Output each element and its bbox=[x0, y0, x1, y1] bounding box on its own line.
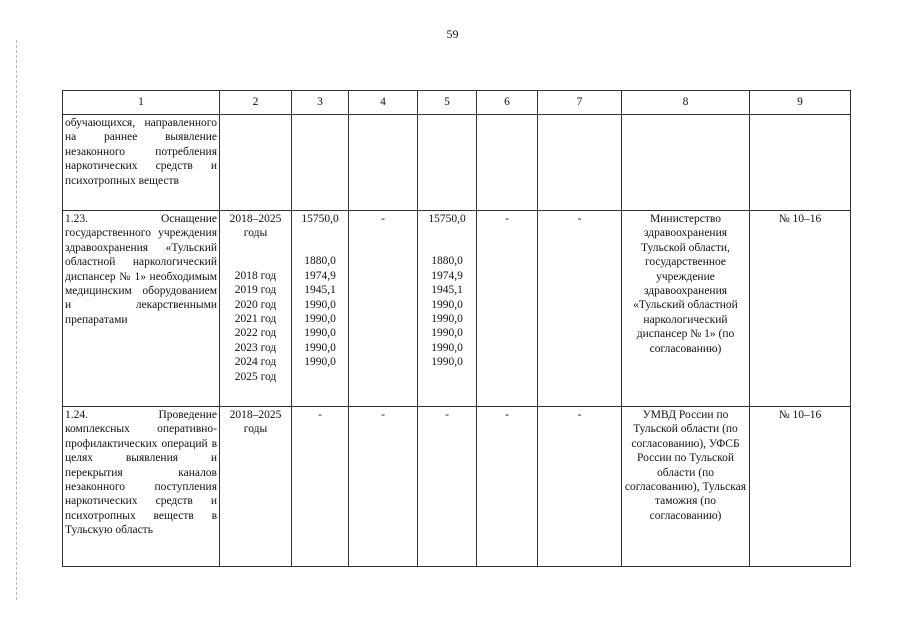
continued-description: обучающихся, направленного на раннее выявление незаконного потребления наркотических средств и психотропных веществ bbox=[63, 115, 220, 211]
measure-1-23-executor: Министерство здравоохранения Тульской области, государственное учреждение здравоохранения «Тульский областной наркологический диспансер № 1» (по согласованию) bbox=[622, 211, 750, 407]
measure-1-24-col3: - bbox=[292, 407, 349, 567]
year-value-col5: 1990,0 bbox=[431, 327, 463, 340]
year-label: 2024 год bbox=[234, 356, 277, 369]
year-value-col5: 1990,0 bbox=[431, 341, 463, 354]
col-header-2: 2 bbox=[220, 91, 292, 115]
measure-1-24-col7: - bbox=[538, 407, 622, 567]
measure-1-24-executor: УМВД России по Тульской области (по согласованию), УФСБ России по Тульской области (по согласованию), Тульская таможня (по согласованию) bbox=[622, 407, 750, 567]
year-value-col5: 1880,0 bbox=[431, 255, 463, 268]
table-row-1-23 bbox=[63, 211, 851, 407]
year-label: 2018 год bbox=[234, 269, 277, 282]
measure-1-23-col5 bbox=[418, 211, 477, 407]
year-value-col5: 1945,1 bbox=[431, 284, 463, 297]
year-value-col3: 1945,1 bbox=[304, 284, 336, 297]
measure-1-23-col6: - bbox=[477, 211, 538, 407]
column-number-row bbox=[63, 91, 851, 115]
year-value-col5: 1990,0 bbox=[431, 313, 463, 326]
year-value-col3: 1990,0 bbox=[304, 341, 336, 354]
total-col5: 15750,0 bbox=[428, 213, 466, 225]
period-range: 2018–2025 bbox=[229, 213, 282, 225]
measure-1-23-col3 bbox=[292, 211, 349, 407]
year-label: 2023 год bbox=[234, 341, 277, 354]
col-header-3: 3 bbox=[292, 91, 349, 115]
program-table bbox=[62, 90, 851, 567]
measure-1-23-col4: - bbox=[349, 211, 418, 407]
page-number: 59 bbox=[446, 27, 459, 41]
measure-1-24-indicators: № 10–16 bbox=[750, 407, 851, 567]
year-value-col5: 1990,0 bbox=[431, 356, 463, 369]
total-col3: 15750,0 bbox=[301, 213, 339, 225]
col-header-6: 6 bbox=[477, 91, 538, 115]
col-header-4: 4 bbox=[349, 91, 418, 115]
binding-margin-marks bbox=[16, 40, 18, 600]
year-value-col3: 1990,0 bbox=[304, 298, 336, 311]
measure-1-23-description: 1.23. Оснащение государственного учреждения здравоохранения «Тульский областной наркологический диспансер № 1» необходимым медицинским оборудованием и лекарственными препаратами bbox=[63, 211, 220, 407]
year-label: 2025 год bbox=[234, 370, 277, 383]
col-header-7: 7 bbox=[538, 91, 622, 115]
measure-1-24-col5: - bbox=[418, 407, 477, 567]
col-header-1: 1 bbox=[63, 91, 220, 115]
period-unit: годы bbox=[243, 423, 268, 436]
measure-1-24-description: 1.24. Проведение комплексных оперативно-профилактических операций в целях выявления и перекрытия каналов незаконного поступления наркотических средств и психотропных веществ в Тульскую область bbox=[63, 407, 220, 567]
year-label: 2021 год bbox=[234, 313, 277, 326]
year-value-col3: 1990,0 bbox=[304, 327, 336, 340]
year-label: 2020 год bbox=[234, 298, 277, 311]
year-value-col3: 1880,0 bbox=[304, 255, 336, 268]
measure-1-23-period bbox=[220, 211, 292, 407]
measure-1-24-period bbox=[220, 407, 292, 567]
col-header-5: 5 bbox=[418, 91, 477, 115]
measure-1-24-col4: - bbox=[349, 407, 418, 567]
period-unit: годы bbox=[243, 227, 268, 240]
year-value-col3: 1990,0 bbox=[304, 313, 336, 326]
col-header-9: 9 bbox=[750, 91, 851, 115]
year-label: 2022 год bbox=[234, 327, 277, 340]
table-row-1-24 bbox=[63, 407, 851, 567]
col-header-8: 8 bbox=[622, 91, 750, 115]
measure-1-23-col7: - bbox=[538, 211, 622, 407]
measure-1-23-indicators: № 10–16 bbox=[750, 211, 851, 407]
table-row-continuation bbox=[63, 115, 851, 211]
year-value-col5: 1974,9 bbox=[431, 269, 463, 282]
year-value-col5: 1990,0 bbox=[431, 298, 463, 311]
period-range: 2018–2025 bbox=[229, 409, 282, 421]
year-value-col3: 1974,9 bbox=[304, 269, 336, 282]
measure-1-24-col6: - bbox=[477, 407, 538, 567]
year-value-col3: 1990,0 bbox=[304, 356, 336, 369]
year-label: 2019 год bbox=[234, 284, 277, 297]
